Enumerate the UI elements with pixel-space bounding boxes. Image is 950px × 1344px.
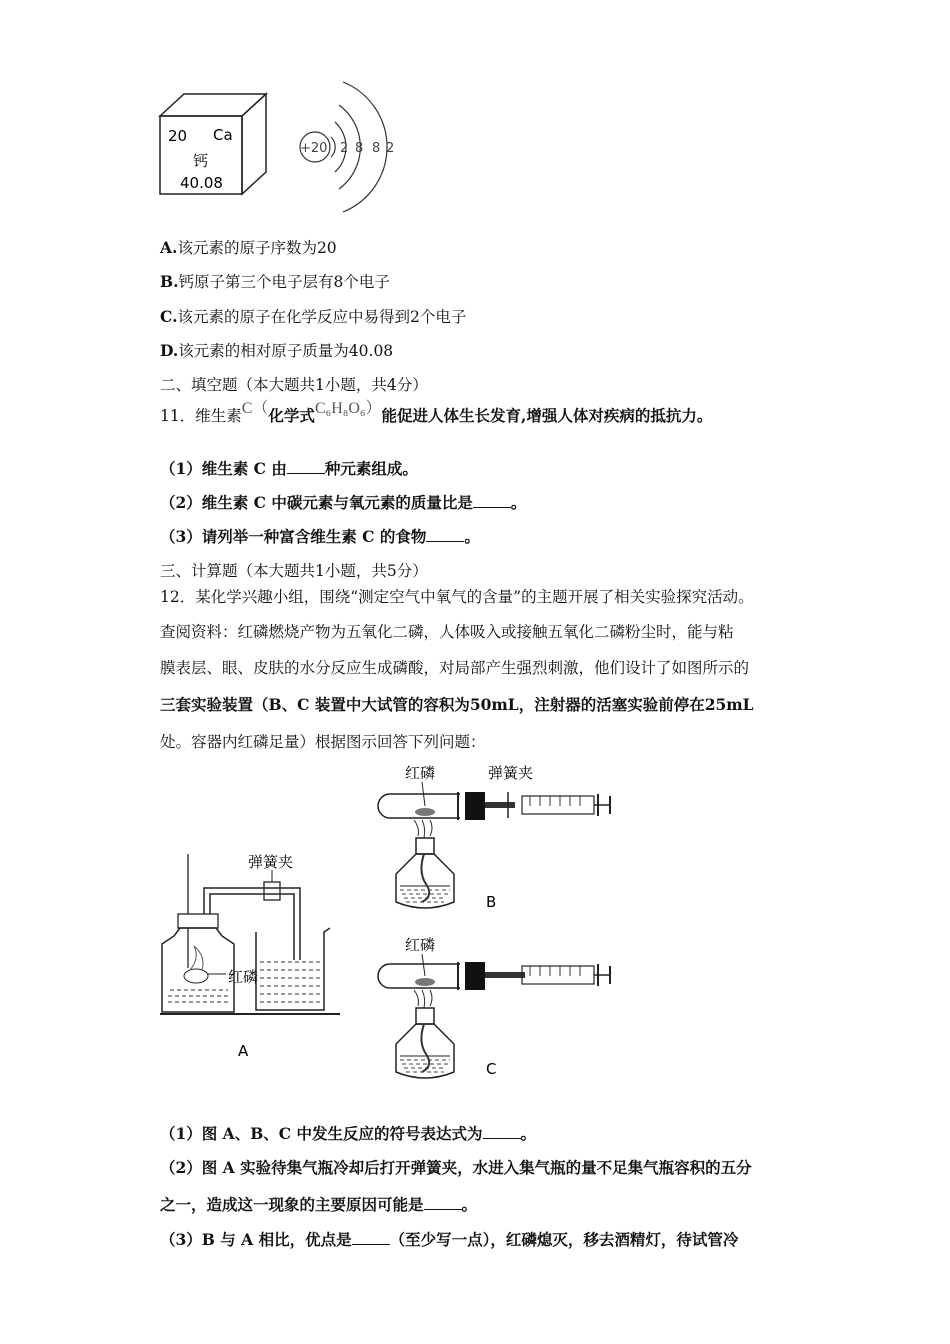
q12-sub1: （1）图 A、B、C 中发生反应的符号表达式为 。	[160, 1124, 537, 1143]
spring-clamp-label: 弹簧夹	[248, 853, 294, 871]
q12-sub2-line1: （2）图 A 实验待集气瓶冷却后打开弹簧夹，水进入集气瓶的量不足集气瓶容积的五分	[160, 1158, 752, 1177]
shell-4-count: 2	[386, 141, 395, 156]
red-phosphorus-label: 红磷	[405, 764, 436, 782]
apparatus-b	[370, 762, 620, 920]
answer-blank[interactable]	[352, 1230, 390, 1245]
vitamin-letter: C	[241, 400, 253, 417]
apparatus-a	[160, 850, 360, 1065]
q11-sub1: （1）维生素 C 由 种元素组成。	[160, 459, 418, 478]
q12-sub3: （3）B 与 A 相比，优点是 （至少写一点），红磷熄灭，移去酒精灯，待试管冷	[160, 1230, 739, 1249]
answer-blank[interactable]	[473, 493, 511, 508]
q12-line-4: 三套实验装置（B、C 装置中大试管的容积为50mL，注射器的活塞实验前停在25mL	[160, 695, 754, 714]
answer-blank[interactable]	[287, 459, 325, 474]
element-mass: 40.08	[180, 174, 223, 192]
q12-line-5: 处。容器内红磷足量）根据图示回答下列问题：	[160, 733, 486, 751]
q12-sub2-line2: 之一，造成这一现象的主要原因可能是 。	[160, 1195, 478, 1214]
label-b: B	[486, 893, 497, 911]
section-2-heading: 二、填空题（本大题共1小题，共4分）	[160, 376, 428, 394]
q11-sub2: （2）维生素 C 中碳元素与氧元素的质量比是 。	[160, 493, 527, 512]
answer-blank[interactable]	[426, 527, 464, 542]
shell-3-count: 8	[372, 141, 381, 156]
spring-clamp-label: 弹簧夹	[488, 764, 534, 782]
vitamin-c-formula: C₆H₈O₆	[314, 400, 366, 417]
element-number: 20	[168, 127, 188, 145]
option-text: 钙原子第三个电子层有8个电子	[178, 273, 390, 291]
label-c: C	[486, 1060, 497, 1078]
q11-sub3: （3）请列举一种富含维生素 C 的食物 。	[160, 527, 480, 546]
red-phosphorus-label: 红磷	[405, 936, 436, 954]
option-text: 该元素的相对原子质量为40.08	[178, 342, 394, 360]
nucleus-charge: +20	[300, 141, 328, 156]
shell-1-count: 2	[340, 141, 349, 156]
option-letter: B.	[160, 272, 179, 291]
element-name: 钙	[193, 152, 209, 170]
option-c	[160, 305, 466, 327]
option-letter: C.	[160, 307, 178, 326]
section-3-heading: 三、计算题（本大题共1小题，共5分）	[160, 562, 428, 580]
answer-blank[interactable]	[483, 1124, 521, 1139]
shell-2-count: 8	[355, 141, 364, 156]
option-letter: A.	[160, 238, 178, 257]
apparatus-c	[370, 932, 620, 1092]
option-letter: D.	[160, 341, 179, 360]
q11-stem: 11．维生素C（化学式C₆H₈O₆）能促进人体生长发育,增强人体对疾病的抵抗力。	[160, 400, 713, 425]
q12-line-2: 查阅资料：红磷燃烧产物为五氧化二磷，人体吸入或接触五氧化二磷粉尘时，能与粘	[160, 623, 734, 641]
label-a: A	[238, 1042, 249, 1060]
red-phosphorus-label: 红磷	[228, 968, 259, 986]
element-symbol: Ca	[213, 126, 233, 144]
option-b	[160, 270, 390, 292]
option-d	[160, 339, 393, 361]
option-a	[160, 236, 337, 258]
option-text: 该元素的原子序数为20	[177, 239, 337, 257]
element-card-figure	[150, 88, 280, 200]
option-text: 该元素的原子在化学反应中易得到2个电子	[177, 308, 467, 326]
answer-blank[interactable]	[424, 1195, 462, 1210]
atom-structure-diagram	[295, 70, 405, 220]
q12-line-1: 12．某化学兴趣小组，围绕“测定空气中氧气的含量”的主题开展了相关实验探究活动。	[160, 588, 754, 606]
q12-line-3: 膜表层、眼、皮肤的水分反应生成磷酸，对局部产生强烈刺激，他们设计了如图所示的	[160, 659, 750, 677]
